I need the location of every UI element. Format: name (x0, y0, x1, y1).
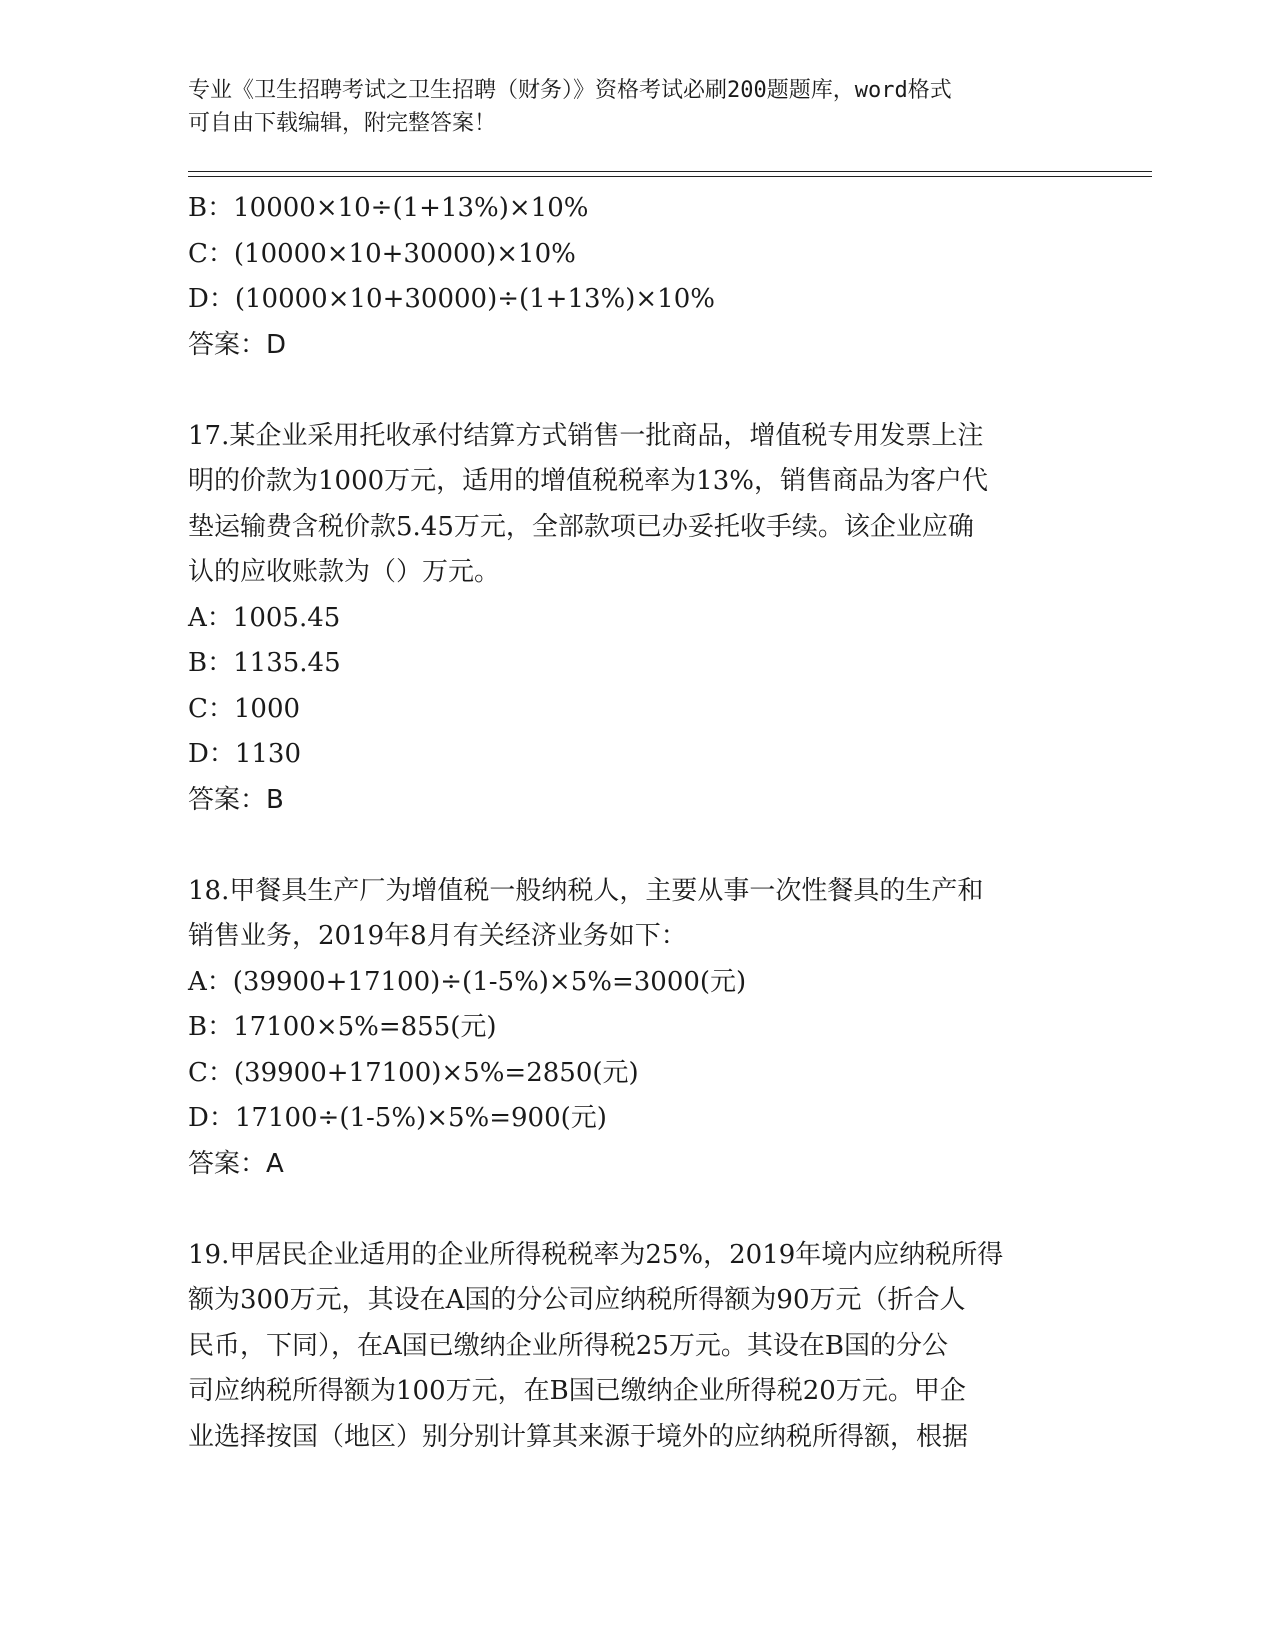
option-b: B：1135.45 (188, 648, 341, 678)
option-a: A：(39900+17100)÷(1-5%)×5%=3000(元) (188, 966, 747, 997)
option-c: C：(39900+17100)×5%=2850(元) (188, 1057, 639, 1088)
header-line-1: 专业《卫生招聘考试之卫生招聘（财务）》资格考试必刷200题题库，word格式 (188, 78, 952, 103)
question-stem-line: 18.甲餐具生产厂为增值税一般纳税人，主要从事一次性餐具的生产和 (188, 875, 984, 906)
question-stem-line: 垫运输费含税价款5.45万元，全部款项已办妥托收手续。该企业应确 (188, 511, 974, 542)
question-stem-line: 明的价款为1000万元，适用的增值税税率为13%，销售商品为客户代 (188, 466, 988, 496)
question-stem-line: 民币，下同），在A国已缴纳企业所得税25万元。其设在B国的分公 (188, 1330, 948, 1361)
question-content (188, 186, 1088, 1460)
header-rule-bottom (188, 176, 1152, 177)
question-stem-line: 业选择按国（地区）别分别计算其来源于境外的应纳税所得额，根据 (188, 1421, 969, 1452)
option-b: B：10000×10÷(1+13%)×10% (188, 193, 589, 223)
answer: 答案：D (188, 329, 287, 360)
option-a: A：1005.45 (188, 602, 341, 633)
page-header (188, 74, 1088, 140)
option-c: C：(10000×10+30000)×10% (188, 238, 576, 269)
answer: 答案：A (188, 1148, 284, 1179)
question-stem-line: 销售业务，2019年8月有关经济业务如下： (188, 921, 687, 951)
question-18 (188, 869, 1088, 1188)
header-rule-top (188, 171, 1152, 172)
question-stem-line: 额为300万元，其设在A国的分公司应纳税所得额为90万元（折合人 (188, 1285, 966, 1315)
option-b: B：17100×5%=855(元) (188, 1012, 497, 1042)
option-c: C：1000 (188, 693, 301, 724)
answer: 答案：B (188, 784, 284, 815)
question-stem-line: 17.某企业采用托收承付结算方式销售一批商品，增值税专用发票上注 (188, 420, 984, 451)
question-stem-line: 认的应收账款为（）万元。 (188, 557, 501, 587)
option-d: D：17100÷(1-5%)×5%=900(元) (188, 1103, 607, 1133)
question-stem-line: 19.甲居民企业适用的企业所得税税率为25%，2019年境内应纳税所得 (188, 1239, 1004, 1270)
question-stem-line: 司应纳税所得额为100万元，在B国已缴纳企业所得税20万元。甲企 (188, 1376, 966, 1406)
option-d: D：1130 (188, 739, 302, 769)
option-d: D：(10000×10+30000)÷(1+13%)×10% (188, 284, 715, 314)
question-19 (188, 1233, 1088, 1461)
header-line-2: 可自由下载编辑，附完整答案！ (188, 111, 497, 136)
prev-question-block (188, 186, 1088, 368)
question-17 (188, 414, 1088, 824)
